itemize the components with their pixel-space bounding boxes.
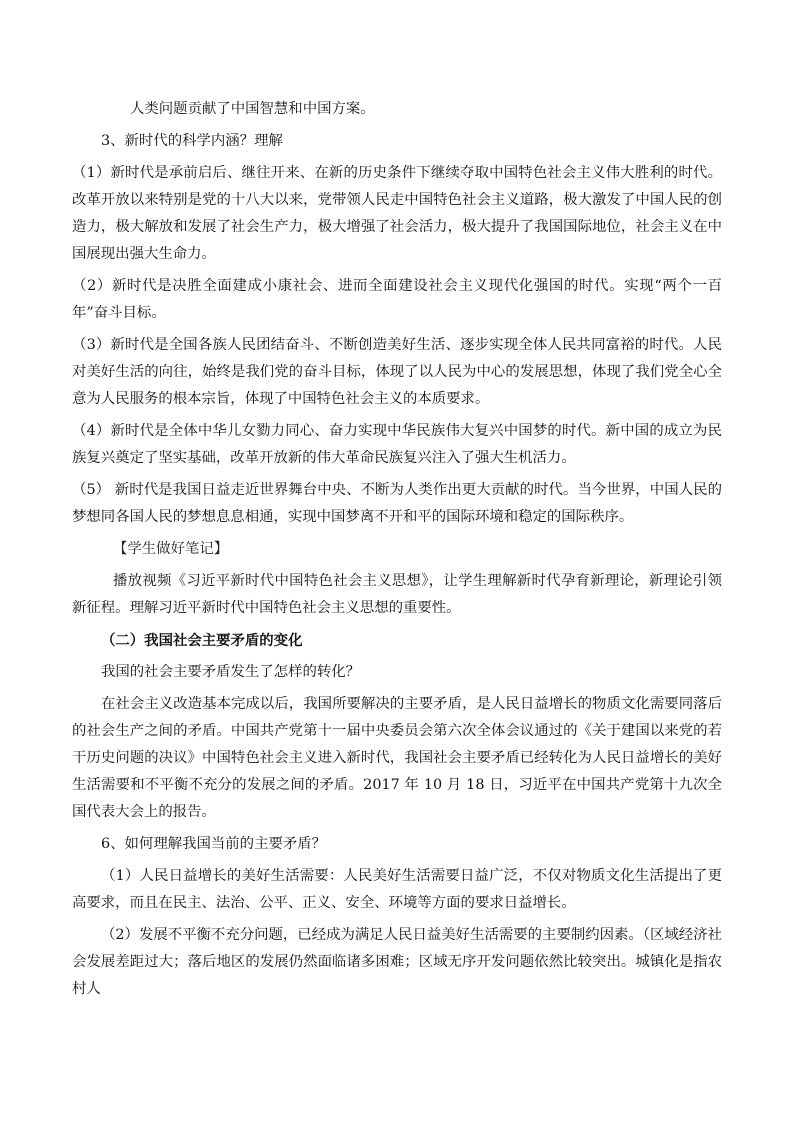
document-page xyxy=(72,96,722,1008)
question-3-heading: 3、新时代的科学内涵？理解 xyxy=(101,133,283,149)
paragraph-point-5: （5） 新时代是我国日益走近世界舞台中央、不断为人类作出更大贡献的时代。当今世界，中国人民的梦想同各国人民的梦想息息相通，实现中国梦离不开和平的国际环境和稳定的国际秩序。 xyxy=(72,482,722,525)
paragraph-contradiction-history: 在社会主义改造基本完成以后，我国所要解决的主要矛盾，是人民日益增长的物质文化需要同落后的社会生产之间的矛盾。中国共产党第十一届中央委员会第六次全体会议通过的《关于建国以来党的若干历史问题的决议》中国特色社会主义进入新时代，我国社会主要矛盾已经转化为人民日益增长的美好生活需要和不平衡不充分的发展之间的矛盾。2017 年 10 月 18 日，习近平在中国共产党第十九次全国代表大会上的报告。 xyxy=(72,696,722,820)
question-contradiction: 我国的社会主要矛盾发生了怎样的转化？ xyxy=(101,664,361,680)
paragraph-understanding-2: （2）发展不平衡不充分问题，已经成为满足人民日益美好生活需要的主要制约因素。（区域经济社会发展差距过大；落后地区的发展仍然面临诸多困难；区域无序开发问题依然比较突出。城镇化是指农村人 xyxy=(72,927,722,997)
question-6-heading: 6、如何理解我国当前的主要矛盾？ xyxy=(101,836,327,852)
paragraph-understanding-1: （1）人民日益增长的美好生活需要：人民美好生活需要日益广泛，不仅对物质文化生活提出了更高要求，而且在民主、法治、公平、正义、安全、环境等方面的要求日益增长。 xyxy=(72,868,722,911)
paragraph-point-3: （3）新时代是全国各族人民团结奋斗、不断创造美好生活、逐步实现全体人民共同富裕的时代。人民对美好生活的向往，始终是我们党的奋斗目标，体现了以人民为中心的发展思想，体现了我们党全心全意为人民服务的根本宗旨，体现了中国特色社会主义的本质要求。 xyxy=(72,337,722,407)
paragraph-video: 播放视频《习近平新时代中国特色社会主义思想》，让学生理解新时代孕育新理论，新理论引领新征程。理解习近平新时代中国特色社会主义思想的重要性。 xyxy=(72,573,722,616)
paragraph-intro-tail: 人类问题贡献了中国智慧和中国方案。 xyxy=(130,101,375,117)
paragraph-point-4: （4）新时代是全体中华儿女勠力同心、奋力实现中华民族伟大复兴中国梦的时代。新中国的成立为民族复兴奠定了坚实基础，改革开放新的伟大革命民族复兴注入了强大生机活力。 xyxy=(72,423,722,466)
paragraph-point-1: （1）新时代是承前启后、继往开来、在新的历史条件下继续夺取中国特色社会主义伟大胜利的时代。改革开放以来特别是党的十八大以来，党带领人民走中国特色社会主义道路，极大激发了中国人民的创造力，极大解放和发展了社会生产力，极大增强了社会活力，极大提升了我国国际地位，社会主义在中国展现出强大生命力。 xyxy=(72,165,722,262)
student-notes-label: 【学生做好笔记】 xyxy=(113,541,229,557)
section-heading-contradiction: （二）我国社会主要矛盾的变化 xyxy=(101,632,303,649)
paragraph-point-2: （2）新时代是决胜全面建成小康社会、进而全面建设社会主义现代化强国的时代。实现“两个一百年”奋斗目标。 xyxy=(72,278,722,321)
